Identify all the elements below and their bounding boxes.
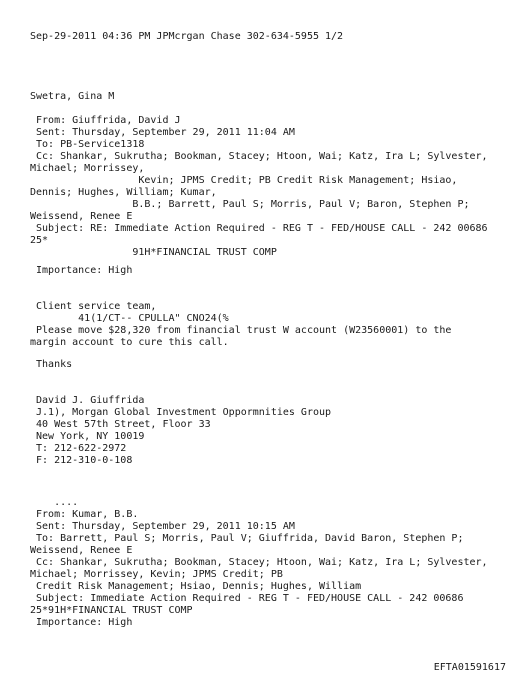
email1-garbled-line: 41(1/CT-- CPULLA" CNO24(% (30, 313, 229, 324)
signature-city: New York, NY 10019 (30, 431, 145, 442)
email1-greeting: Client service team, (30, 301, 157, 312)
email1-signature (30, 395, 508, 467)
email2-cc-line-3: Credit Risk Management; Hsiao, Dennis; Hughes, William (30, 581, 362, 592)
email1-cc-line-2: Michael; Morrissey, (30, 163, 145, 174)
signature-fax: F: 212-310-0-108 (30, 455, 133, 466)
email1-closing: Thanks (30, 359, 73, 370)
email1-instruction-line-1: Please move $28,320 from financial trust W account (W23560001) to the (30, 325, 452, 336)
signature-phone: T: 212-622-2972 (30, 443, 127, 454)
email2-to-line-1: To: Barrett, Paul S; Morris, Paul V; Giuffrida, David Baron, Stephen P; (30, 533, 464, 544)
sender-name: Swetra, Gina M (30, 91, 115, 102)
email1-subject-line-1: Subject: RE: Immediate Action Required - REG T - FED/HOUSE CALL - 242 00686 (30, 223, 488, 234)
email1-subject-line-3: 91H*FINANCIAL TRUST COMP (30, 247, 277, 258)
email1-to: To: PB-Service1318 (30, 139, 145, 150)
email2-subject-line-1: Subject: Immediate Action Required - REG T - FED/HOUSE CALL - 242 00686 (30, 593, 464, 604)
email1-from: From: Giuffrida, David J (30, 115, 181, 126)
email1-header (30, 115, 508, 259)
email1-subject-line-2: 25* (30, 235, 49, 246)
bates-number: EFTA01591617 (433, 662, 506, 673)
email1-importance-block (30, 265, 508, 277)
email2-from: From: Kumar, B.B. (30, 509, 139, 520)
email2-to-line-2: Weissend, Renee E (30, 545, 133, 556)
email1-cc-line-4: Dennis; Hughes, William; Kumar, (30, 187, 217, 198)
email1-sent: Sent: Thursday, September 29, 2011 11:04 AM (30, 127, 295, 138)
email2-subject-line-2: 25*91H*FINANCIAL TRUST COMP (30, 605, 193, 616)
fax-header: Sep-29-2011 04:36 PM JPMcrgan Chase 302-634-5955 1/2 (30, 31, 344, 42)
email2-importance: Importance: High (30, 617, 133, 628)
email1-cc-line-5: B.B.; Barrett, Paul S; Morris, Paul V; Baron, Stephen P; (30, 199, 470, 210)
email1-closing-block (30, 359, 508, 371)
email2-cc-line-2: Michael; Morrissey, Kevin; JPMS Credit; PB (30, 569, 283, 580)
signature-name: David J. Giuffrida (30, 395, 145, 406)
signature-street: 40 West 57th Street, Floor 33 (30, 419, 211, 430)
email1-cc-line-6: Weissend, Renee E (30, 211, 133, 222)
email1-cc-line-1: Cc: Shankar, Sukrutha; Bookman, Stacey; Htoon, Wai; Katz, Ira L; Sylvester, (30, 151, 488, 162)
email2-header (30, 497, 508, 629)
email2-separator: .... (30, 497, 79, 508)
email1-instruction-line-2: margin account to cure this call. (30, 337, 229, 348)
sender-name-block (30, 91, 508, 103)
email1-body (30, 301, 508, 349)
email1-importance: Importance: High (30, 265, 133, 276)
email2-cc-line-1: Cc: Shankar, Sukrutha; Bookman, Stacey; Htoon, Wai; Katz, Ira L; Sylvester, (30, 557, 488, 568)
email2-sent: Sent: Thursday, September 29, 2011 10:15 AM (30, 521, 295, 532)
email1-cc-line-3: Kevin; JPMS Credit; PB Credit Risk Management; Hsiao, (30, 175, 458, 186)
signature-group: J.1), Morgan Global Investment Oppormnities Group (30, 407, 332, 418)
